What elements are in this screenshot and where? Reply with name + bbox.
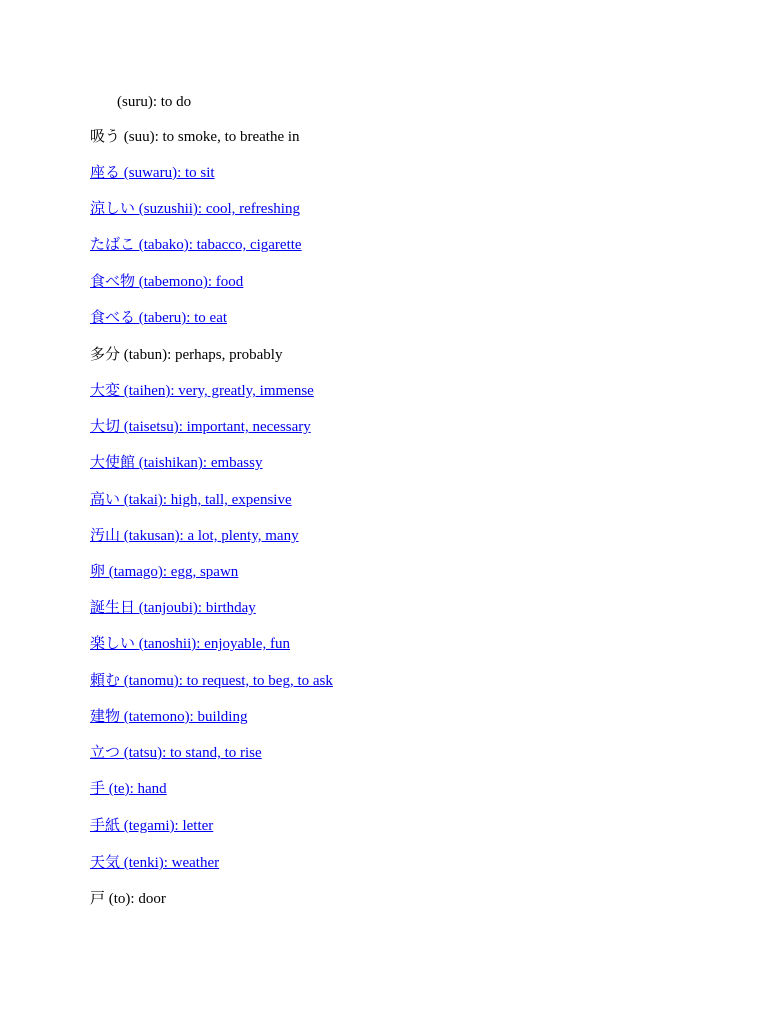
entry-link-tabemono[interactable]: 食べ物 (tabemono): food bbox=[90, 274, 244, 290]
entry-link-taishikan[interactable]: 大使館 (taishikan): embassy bbox=[90, 455, 263, 471]
entry-link-tanjoubi[interactable]: 誕生日 (tanjoubi): birthday bbox=[90, 600, 256, 616]
entry-tabun: 多分 (tabun): perhaps, probably bbox=[90, 347, 283, 363]
entry-link-tabako[interactable]: たばこ (tabako): tabacco, cigarette bbox=[90, 237, 302, 253]
entry-to: 戸 (to): door bbox=[90, 891, 166, 907]
entry-link-te[interactable]: 手 (te): hand bbox=[90, 781, 167, 797]
entry-link-tanomu[interactable]: 頼む (tanomu): to request, to beg, to ask bbox=[90, 673, 333, 689]
entry-link-tamago[interactable]: 卵 (tamago): egg, spawn bbox=[90, 564, 239, 580]
entry-link-tenki[interactable]: 天気 (tenki): weather bbox=[90, 855, 220, 871]
entry-link-takai[interactable]: 高い (takai): high, tall, expensive bbox=[90, 492, 292, 508]
entry-link-tatsu[interactable]: 立つ (tatsu): to stand, to rise bbox=[90, 745, 262, 761]
entry-link-taihen[interactable]: 大変 (taihen): very, greatly, immense bbox=[90, 383, 314, 399]
entry-link-suwaru[interactable]: 座る (suwaru): to sit bbox=[90, 165, 215, 181]
entry-link-suzushii[interactable]: 涼しい (suzushii): cool, refreshing bbox=[90, 201, 300, 217]
entry-link-tatemono[interactable]: 建物 (tatemono): building bbox=[90, 709, 248, 725]
entry-suru: (suru): to do bbox=[117, 94, 192, 110]
entry-suu: 吸う (suu): to smoke, to breathe in bbox=[90, 129, 300, 145]
entry-link-tanoshii[interactable]: 楽しい (tanoshii): enjoyable, fun bbox=[90, 636, 290, 652]
entry-link-taberu[interactable]: 食べる (taberu): to eat bbox=[90, 310, 228, 326]
entry-link-taisetsu[interactable]: 大切 (taisetsu): important, necessary bbox=[90, 419, 311, 435]
entry-link-takusan[interactable]: 汚山 (takusan): a lot, plenty, many bbox=[90, 528, 299, 544]
entry-link-tegami[interactable]: 手紙 (tegami): letter bbox=[90, 818, 214, 834]
